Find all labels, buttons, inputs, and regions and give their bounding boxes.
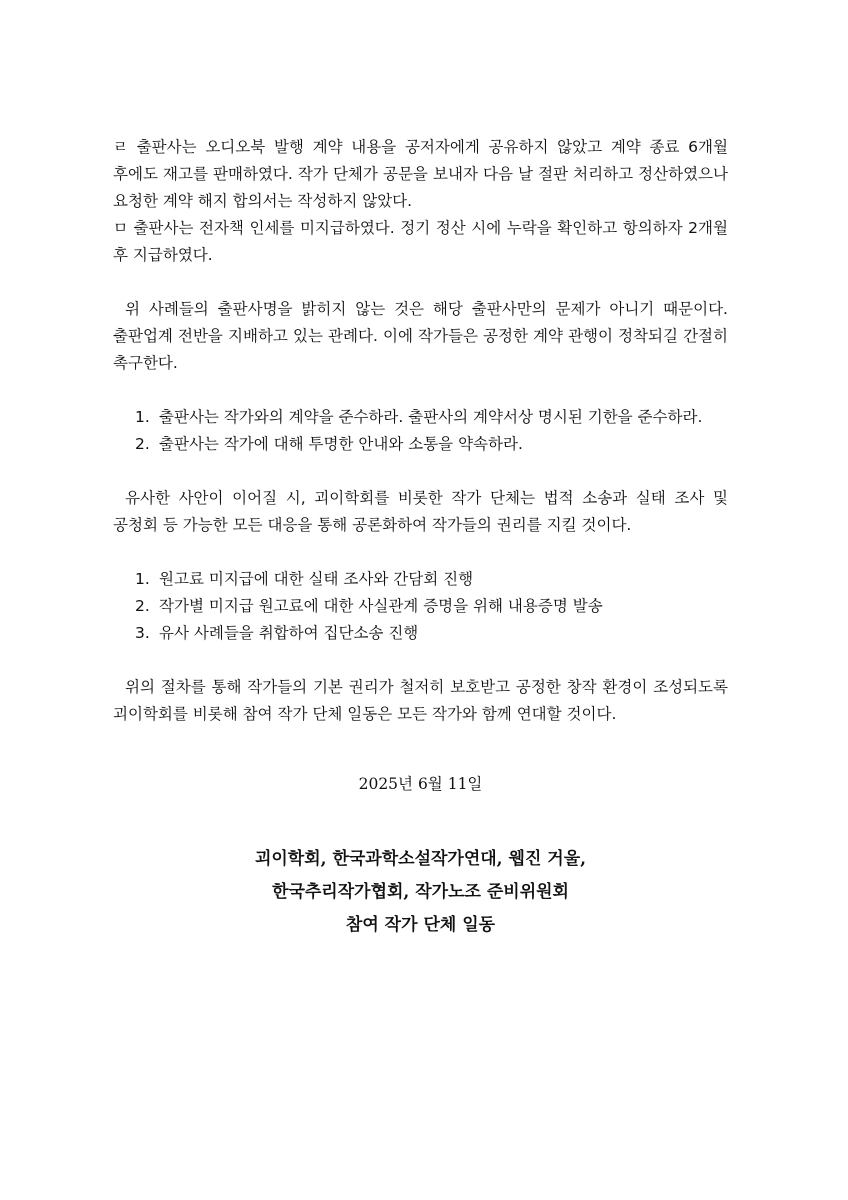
list-item-text: 작가별 미지급 원고료에 대한 사실관계 증명을 위해 내용증명 발송 [159, 597, 603, 615]
list-item-number: 1. [135, 408, 150, 426]
list-item [113, 404, 728, 431]
list-item [113, 431, 728, 458]
closing-paragraph: 위의 절차를 통해 작가들의 기본 권리가 철저히 보호받고 공정한 창작 환경이 조성되도록 괴이학회를 비롯해 참여 작가 단체 일동은 모든 작가와 함께 연대할 것이다. [113, 678, 728, 723]
spacer [113, 458, 728, 485]
list-item-text: 출판사는 작가에 대해 투명한 안내와 소통을 약속하라. [159, 435, 523, 453]
signers-block [113, 843, 728, 942]
list-item-number: 3. [135, 624, 150, 642]
actions-list [113, 566, 728, 647]
list-item-number: 1. [135, 570, 150, 588]
spacer [113, 377, 728, 404]
case-r-paragraph: ㄹ 출판사는 오디오북 발행 계약 내용을 공저자에게 공유하지 않았고 계약 종료 6개월 후에도 재고를 판매하였다. 작가 단체가 공문을 보내자 다음 날 절판 처리하고 정산하였으나 요청한 계약 해지 합의서는 작성하지 않았다. [113, 138, 728, 210]
list-item-number: 2. [135, 435, 150, 453]
spacer [113, 647, 728, 674]
list-item-text: 출판사는 작가와의 계약을 준수하라. 출판사의 계약서상 명시된 기한을 준수하라. [159, 408, 703, 426]
intro-paragraph: 위 사례들의 출판사명을 밝히지 않는 것은 해당 출판사만의 문제가 아니기 때문이다. 출판업계 전반을 지배하고 있는 관례다. 이에 작가들은 공정한 계약 관행이 정착되길 간절히 촉구한다. [113, 300, 728, 372]
list-item-number: 2. [135, 597, 150, 615]
list-item [113, 593, 728, 620]
statement-document [113, 134, 728, 942]
list-item-text: 유사 사례들을 취합하여 집단소송 진행 [159, 624, 419, 642]
demands-list [113, 404, 728, 458]
signers-line: 참여 작가 단체 일동 [345, 915, 496, 935]
list-item [113, 620, 728, 647]
case-m-paragraph: ㅁ 출판사는 전자책 인세를 미지급하였다. 정기 정산 시에 누락을 확인하고 항의하자 2개월 후 지급하였다. [113, 219, 728, 264]
signers-line: 괴이학회, 한국과학소설작가연대, 웹진 거울, [254, 849, 587, 869]
signers-line: 한국추리작가협회, 작가노조 준비위원회 [272, 882, 569, 902]
spacer [113, 269, 728, 296]
warning-paragraph: 유사한 사안이 이어질 시, 괴이학회를 비롯한 작가 단체는 법적 소송과 실태 조사 및 공청회 등 가능한 모든 대응을 통해 공론화하여 작가들의 권리를 지킬 것이다. [113, 489, 728, 534]
spacer [113, 539, 728, 566]
list-item [113, 566, 728, 593]
list-item-text: 원고료 미지급에 대한 실태 조사와 간담회 진행 [159, 570, 474, 588]
statement-date: 2025년 6월 11일 [358, 775, 483, 793]
